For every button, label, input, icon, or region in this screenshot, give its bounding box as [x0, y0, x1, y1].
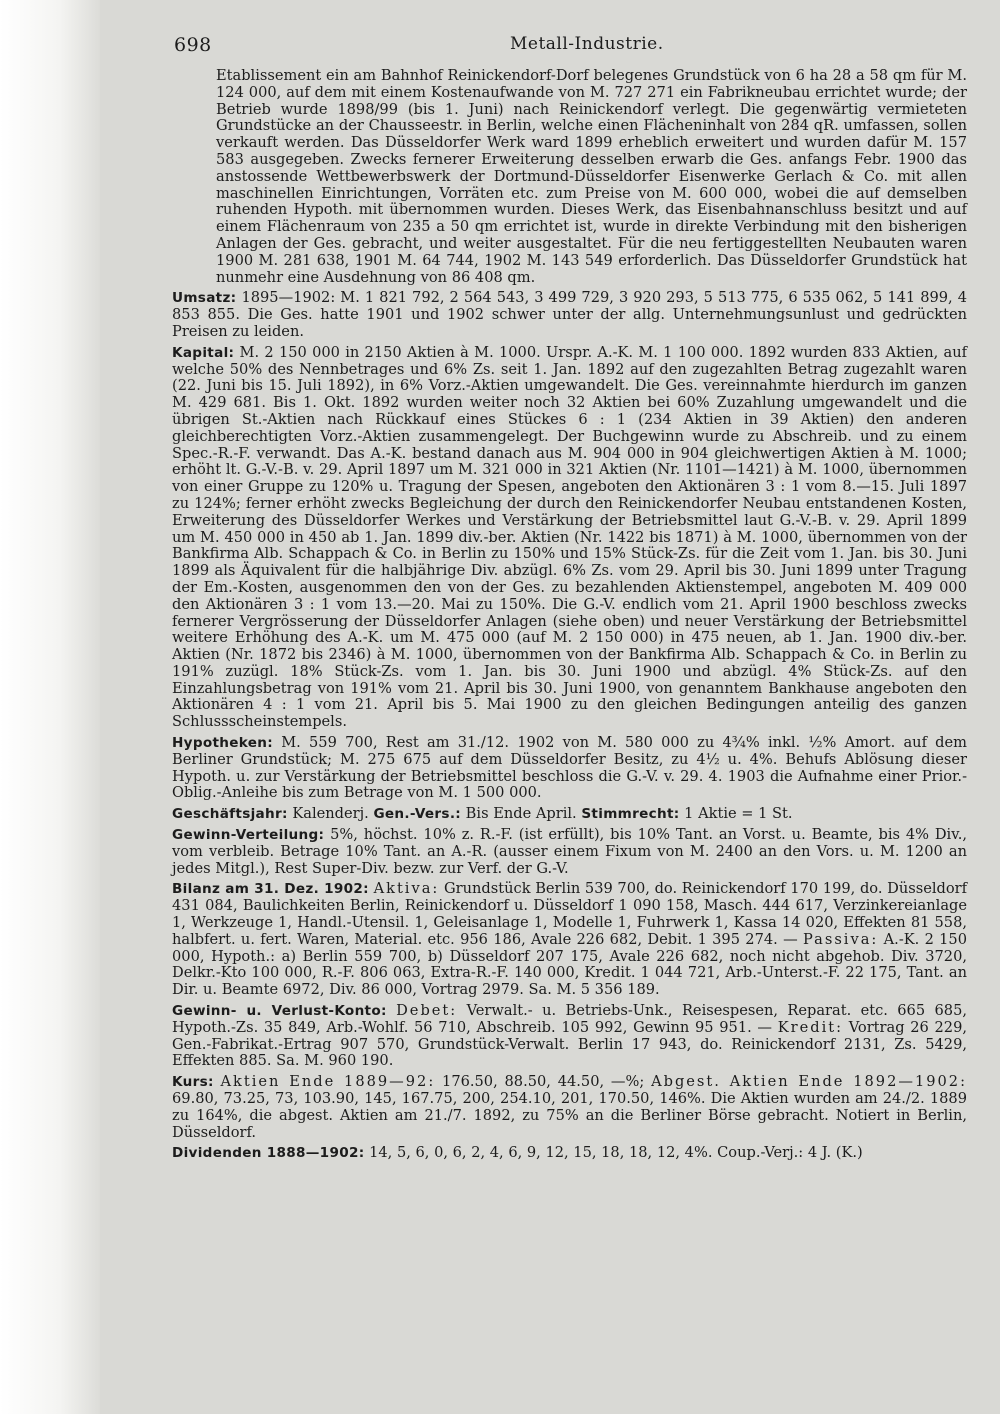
- bilanz-aktiva-label: Aktiva:: [373, 880, 440, 898]
- page-header: [174, 34, 970, 56]
- bilanz-label: Bilanz am 31. Dez. 1902:: [172, 881, 369, 898]
- kurs-paragraph: [172, 1074, 967, 1141]
- dividenden-text: 14, 5, 6, 0, 6, 2, 4, 6, 9, 12, 15, 18, 18, 12, 4%.: [369, 1144, 713, 1162]
- umsatz-label: Umsatz:: [172, 290, 237, 307]
- intro-paragraph: [172, 68, 967, 286]
- coup-label: Coup.-Verj.:: [717, 1144, 804, 1162]
- dividenden-paragraph: [172, 1145, 967, 1162]
- bilanz-aktiva-text: Grundstück Berlin 539 700, do. Reinickendorf 170 199, do. Düsseldorf 431 084, Baulichkeiten Berlin, Reinickendorf u. Düsseldorf 1 090 158, Masch. 444 617, Verzinkereianlage 1, Werkzeuge 1, Handl.-Utensil. 1, Geleisanlage 1, Modelle 1, Fuhrwerk 1, Kassa 14 020, Effekten 81 558, halbfert. u. fert. Waren, Material. etc. 956 186, Avale 226 682, Debit. 1 395 274. —: [172, 880, 968, 948]
- genvers-label: Gen.-Vers.:: [373, 806, 462, 823]
- kurs-label: Kurs:: [172, 1074, 214, 1091]
- geschaeftsjahr-paragraph: [172, 806, 967, 823]
- page-binding-edge: [0, 0, 100, 1414]
- dividenden-label: Dividenden 1888—1902:: [172, 1145, 365, 1162]
- umsatz-paragraph: [172, 290, 967, 340]
- guv-debet-label: Debet:: [396, 1002, 458, 1020]
- geschaeftsjahr-text: Kalenderj.: [292, 805, 369, 823]
- kurs-aktien-text: 176.50, 88.50, 44.50, —%;: [442, 1073, 645, 1091]
- kapital-label: Kapital:: [172, 344, 235, 361]
- guv-kredit-text: Vortrag 26 229, Gen.-Fabrikat.-Ertrag 907 570, Grundstück-Verwalt. Berlin 17 943, do. Reinickendorf 2131, Zs. 5429, Effekten 885. Sa. M. 960 190.: [172, 1018, 967, 1070]
- running-title: Metall-Industrie.: [510, 34, 664, 54]
- guv-label: Gewinn- u. Verlust-Konto:: [172, 1003, 387, 1020]
- genvers-text: Bis Ende April.: [465, 805, 577, 823]
- gewinnverteilung-label: Gewinn-Verteilung:: [172, 827, 325, 844]
- guv-paragraph: [172, 1003, 967, 1070]
- guv-debet-text: Verwalt.- u. Betriebs-Unk., Reisespesen, Reparat. etc. 665 685, Hypoth.-Zs. 35 849, Arb.-Wohlf. 56 710, Abschreib. 105 992, Gewinn 95 951. —: [172, 1002, 967, 1036]
- geschaeftsjahr-label: Geschäftsjahr:: [172, 806, 288, 823]
- intro-text: Etablissement ein am Bahnhof Reinickendorf-Dorf belegenes Grundstück von 6 ha 28 a 58 qm für M. 124 000, auf dem mit einem Kostenaufwande von M. 727 271 ein Fabrikneubau errichtet wurde; der Betrieb wurde 1898/99 (bis 1. Juni) nach Reinickendorf verlegt. Die gegenwärtig vermieteten Grundstücke an der Chausseestr. in Berlin, welche einen Flächeninhalt von 284 qR. umfassen, sollen verkauft werden. Das Düsseldorfer Werk ward 1899 erheblich erweitert und wurden dafür M. 157 583 ausgegeben. Zwecks fernerer Erweiterung desselben erwarb die Ges. anfangs Febr. 1900 das anstossende Wettbewerbswerk der Dortmund-Düsseldorfer Eisenwerke Gerlach & Co. mit allen maschinellen Einrichtungen, Vorräten etc. zum Preise von M. 600 000, wobei die auf demselben ruhenden Hypoth. mit übernommen wurden. Dieses Werk, das Eisenbahnanschluss besitzt und auf einem Flächenraum von 235 a 50 qm errichtet ist, wurde in direkte Verbindung mit den bisherigen Anlagen der Ges. gebracht, und weiter ausgestaltet. Für die neu fertiggestellten Neubauten waren 1900 M. 281 638, 1901 M. 64 744, 1902 M. 143 549 erforderlich. Das Düsseldorfer Grundstück hat nunmehr eine Ausdehnung von 86 408 qm.: [216, 67, 967, 286]
- kurs-abgest-text: 69.80, 73.25, 73, 103.90, 145, 167.75, 200, 254.10, 201, 170.50, 146%. Die Aktien wurden am 24./2. 1889 zu 164%, die abgest. Aktien am 21./7. 1892, zu 75% an die Berliner Börse gebracht. Notiert in Berlin, Düsseldorf.: [172, 1090, 967, 1141]
- hypotheken-label: Hypotheken:: [172, 735, 274, 752]
- stimmrecht-text: 1 Aktie = 1 St.: [684, 805, 793, 823]
- kurs-aktien-label: Aktien Ende 1889—92:: [220, 1073, 436, 1091]
- bilanz-paragraph: [172, 881, 967, 999]
- kapital-text: M. 2 150 000 in 2150 Aktien à M. 1000. Urspr. A.-K. M. 1 100 000. 1892 wurden 833 Aktien, auf welche 50% des Nennbetrages und 6% Zs. seit 1. Jan. 1892 auf den zugezahlten Betrag zugezahlt waren (22. Juni bis 15. Juli 1892), in 6% Vorz.-Aktien umgewandelt. Die Ges. vereinnahmte hierdurch im ganzen M. 429 681. Bis 1. Okt. 1892 wurden weiter noch 32 Aktien bei 60% Zuzahlung umgewandelt und die übrigen St.-Aktien nach Rückkauf eines Stückes 6 : 1 (234 Aktien in 39 Aktien) den anderen gleichberechtigten Vorz.-Aktien zusammengelegt. Der Buchgewinn wurde zu Abschreib. und zu einem Spec.-R.-F. verwandt. Das A.-K. bestand danach aus M. 904 000 in 904 gleichwertigen Aktien à M. 1000; erhöht lt. G.-V.-B. v. 29. April 1897 um M. 321 000 in 321 Aktien (Nr. 1101—1421) à M. 1000, übernommen von einer Gruppe zu 120% u. Tragung der Spesen, angeboten den Aktionären 3 : 1 vom 8.—15. Juli 1897 zu 124%; ferner erhöht zwecks Begleichung der durch den Reinickendorfer Neubau entstandenen Kosten, Erweiterung des Düsseldorfer Werkes und Verstärkung der Betriebsmittel laut G.-V.-B. v. 29. April 1899 um M. 450 000 in 450 ab 1. Jan. 1899 div.-ber. Aktien (Nr. 1422 bis 1871) à M. 1000, übernommen von der Bankfirma Alb. Schappach & Co. in Berlin zu 150% und 15% Stück-Zs. für die Zeit vom 1. Jan. bis 30. Juni 1899 als Äquivalent für die halbjährige Div. abzügl. 6% Zs. vom 29. April bis 30. Juni 1899 unter Tragung der Em.-Kosten, ausgenommen den von der Ges. zu bezahlenden Aktienstempel, angeboten M. 409 000 den Aktionären 3 : 1 vom 13.—20. Mai zu 150%. Die G.-V. endlich vom 21. April 1900 beschloss zwecks fernerer Vergrösserung der Düsseldorfer Anlagen (siehe oben) und neuer Verstärkung der Betriebsmittel weitere Erhöhung des A.-K. um M. 475 000 (auf M. 2 150 000) in 475 neuen, ab 1. Jan. 1900 div.-ber. Aktien (Nr. 1872 bis 2346) à M. 1000, übernommen von der Bankfirma Alb. Schappach & Co. in Berlin zu 191% zuzügl. 18% Stück-Zs. vom 1. Jan. bis 30. Juni 1900 und abzügl. 4% Stück-Zs. auf den Einzahlungsbetrag von 191% vom 21. April bis 30. Juni 1900, von genanntem Bankhause angeboten den Aktionären 4 : 1 vom 21. April bis 5. Mai 1900 zu den gleichen Bedingungen anteilig des ganzen Schlussscheinstempels.: [172, 343, 968, 731]
- gewinnverteilung-paragraph: [172, 827, 967, 877]
- hypotheken-paragraph: [172, 735, 967, 802]
- document-body: [172, 68, 967, 1166]
- coup-text: 4 J. (K.): [807, 1144, 863, 1162]
- hypotheken-text: M. 559 700, Rest am 31./12. 1902 von M. 580 000 zu 4¾% inkl. ½% Amort. auf dem Berliner Grundstück; M. 275 675 auf dem Düsseldorfer Besitz, zu 4½ u. 4%. Behufs Ablösung dieser Hypoth. u. zur Verstärkung der Betriebsmittel beschloss die G.-V. v. 29. 4. 1903 die Aufnahme einer Prior.-Oblig.-Anleihe bis zum Betrage von M. 1 500 000.: [172, 734, 967, 802]
- stimmrecht-label: Stimmrecht:: [581, 806, 680, 823]
- bilanz-passiva-label: Passiva:: [802, 930, 879, 948]
- guv-kredit-label: Kredit:: [777, 1018, 844, 1036]
- kurs-abgest-label: Abgest. Aktien Ende 1892—1902:: [651, 1073, 968, 1091]
- kapital-paragraph: [172, 345, 967, 731]
- gewinnverteilung-text: 5%, höchst. 10% z. R.-F. (ist erfüllt), bis 10% Tant. an Vorst. u. Beamte, bis 4% Div., vom verbleib. Betrage 10% Tant. an A.-R. (ausser einem Fixum von M. 2400 an den Vors. u. M. 1200 an jedes Mitgl.), Rest Super-Div. bezw. zur Verf. der G.-V.: [172, 826, 968, 877]
- bilanz-passiva-text: A.-K. 2 150 000, Hypoth.: a) Berlin 559 700, b) Düsseldorf 207 175, Avale 226 682, noch nicht abgehob. Div. 3720, Delkr.-Kto 100 000, R.-F. 806 063, Extra-R.-F. 140 000, Kredit. 1 044 721, Arb.-Unterst.-F. 22 175, Tant. an Dir. u. Beamte 6972, Div. 86 000, Vortrag 2979. Sa. M. 5 356 189.: [172, 930, 968, 999]
- umsatz-text: 1895—1902: M. 1 821 792, 2 564 543, 3 499 729, 3 920 293, 5 513 775, 6 535 062, 5 141 899, 4 853 855. Die Ges. hatte 1901 und 1902 schwer unter der allg. Unternehmungsunlust und gedrückten Preisen zu leiden.: [172, 289, 968, 340]
- page-number: 698: [174, 34, 212, 56]
